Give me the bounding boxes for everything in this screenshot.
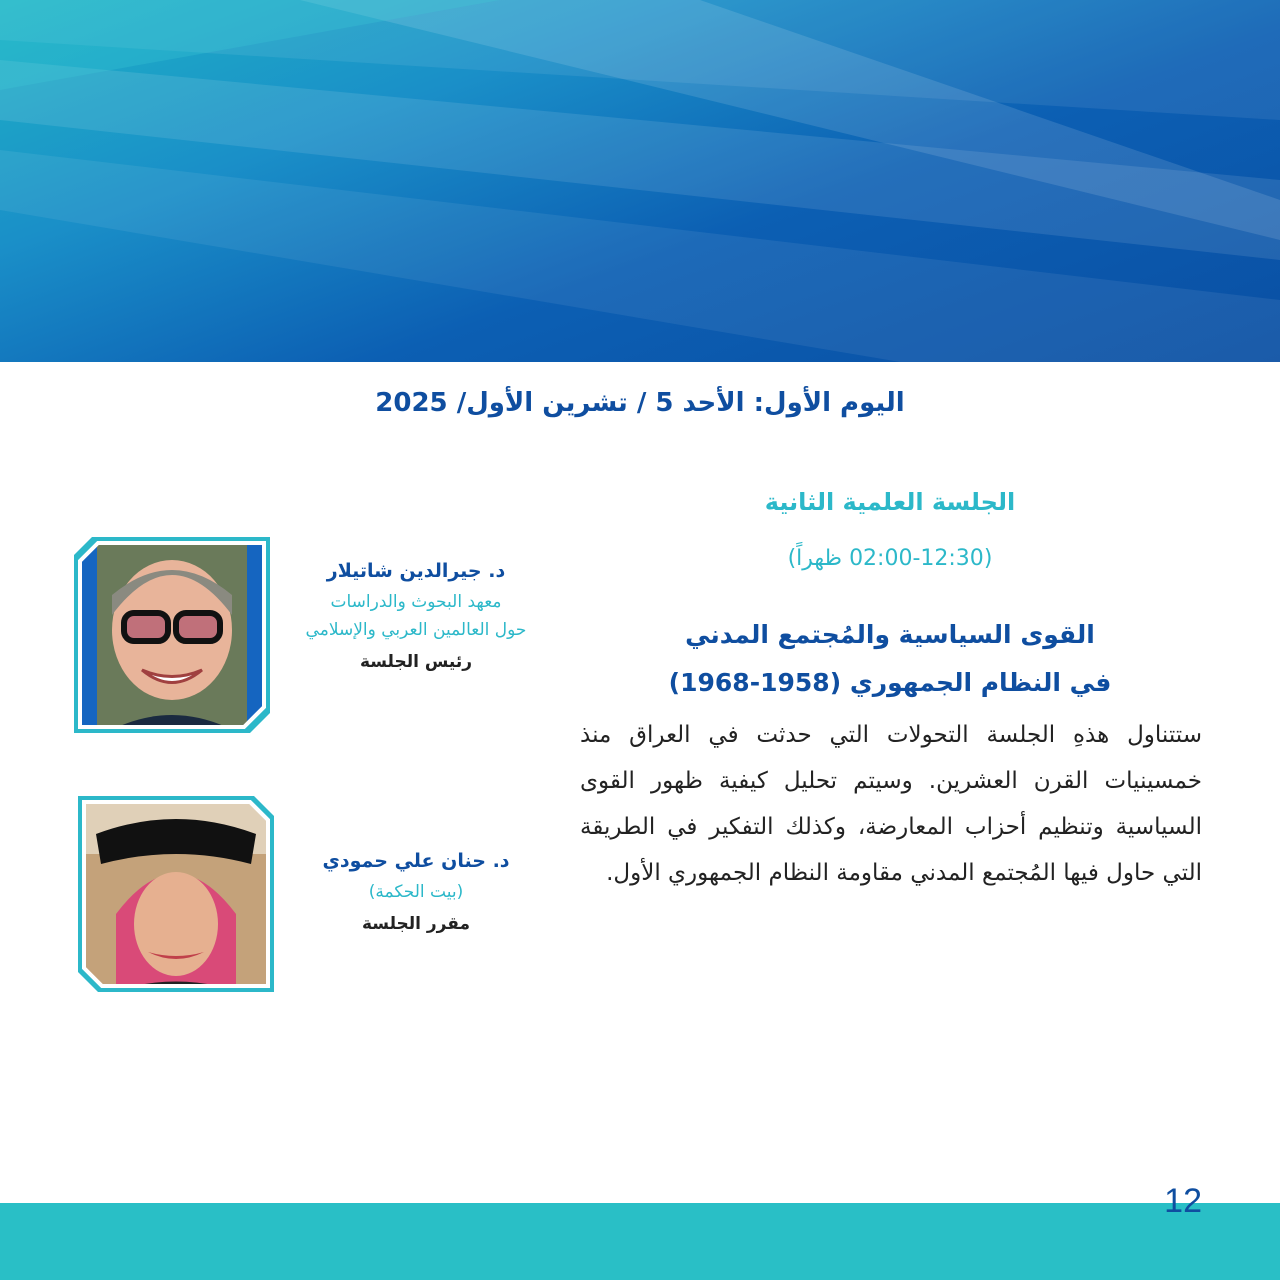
- banner-waves: [0, 0, 1280, 362]
- chair-name: د. جيرالدين شاتيلار: [326, 560, 506, 582]
- session-time: (02:00-12:30 ظهراً): [787, 546, 993, 571]
- session-description: ستتناول هذهِ الجلسة التحولات التي حدثت في العراق منذ خمسينيات القرن العشرين. وسيتم تحليل كيفية ظهور القوى السياسية وتنظيم أحزاب المعارضة، وكذلك التفكير في الطريقة التي حاول فيها المُجتمع المدني مقاومة النظام الجمهوري الأول.: [580, 722, 1202, 886]
- topic-title-line2: في النظام الجمهوري (1958-1968): [668, 668, 1112, 697]
- day-title: اليوم الأول: الأحد 5 / تشرين الأول/ 2025: [375, 388, 905, 418]
- page-number: 12: [1164, 1182, 1202, 1220]
- session-title: الجلسة العلمية الثانية: [764, 488, 1016, 516]
- chair-affiliation-line1: معهد البحوث والدراسات: [330, 592, 502, 612]
- chair-photo: [72, 535, 272, 735]
- rapporteur-name: د. حنان علي حمودي: [322, 850, 510, 872]
- header-banner: [0, 0, 1280, 362]
- chair-info: [280, 560, 552, 678]
- chair-role: رئيس الجلسة: [359, 652, 473, 672]
- rapporteur-photo: [76, 794, 276, 994]
- topic-title-line1: القوى السياسية والمُجتمع المدني: [685, 620, 1095, 649]
- rapporteur-info: [280, 850, 552, 940]
- footer-bar: [0, 1203, 1280, 1280]
- rapporteur-role: مقرر الجلسة: [361, 914, 471, 934]
- chair-affiliation-line2: حول العالمين العربي والإسلامي: [305, 620, 527, 640]
- rapporteur-affiliation: (بيت الحكمة): [368, 882, 464, 902]
